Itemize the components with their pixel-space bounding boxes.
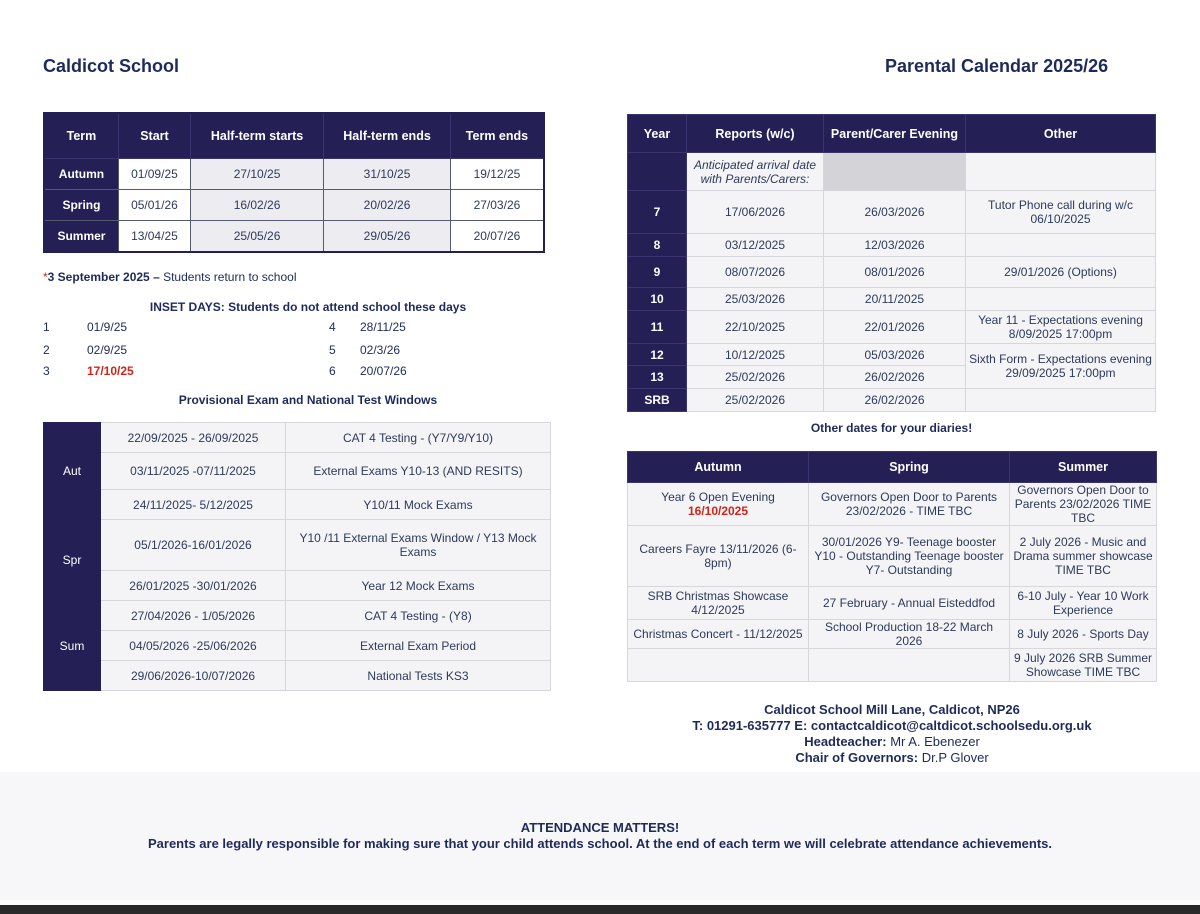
inset-date: 02/9/25 (87, 343, 128, 357)
evening-date: 26/02/2026 (824, 366, 966, 389)
table-row (44, 571, 551, 601)
col-term-ends: Term ends (450, 113, 544, 159)
address: Caldicot School Mill Lane, Caldicot, NP26 (764, 702, 1020, 717)
table-row (628, 389, 1156, 412)
half-term-end: 29/05/26 (324, 221, 451, 253)
autumn-event: Careers Fayre 13/11/2026 (6-8pm) (628, 526, 809, 587)
event-date: 16/10/2025 (687, 504, 749, 518)
exam-desc: CAT 4 Testing - (Y8) (286, 601, 551, 631)
spring-event: Governors Open Door to Parents 23/02/2026 - TIME TBC (809, 483, 1010, 526)
exam-desc: National Tests KS3 (286, 661, 551, 691)
term-name: Autumn (44, 159, 118, 190)
half-term-start: 16/02/26 (190, 190, 323, 221)
table-row (628, 257, 1156, 288)
other-info (966, 234, 1156, 257)
year-label (628, 153, 687, 191)
event-text: Year 6 Open Evening (661, 490, 775, 504)
school-name: Caldicot School (43, 56, 180, 76)
table-row (628, 587, 1157, 620)
return-text: Students return to school (159, 270, 297, 284)
empty-cell (966, 153, 1156, 191)
evening-date: 22/01/2026 (824, 311, 966, 344)
other-info: Tutor Phone call during w/c 06/10/2025 (966, 191, 1156, 234)
head-label: Headteacher: (804, 734, 887, 749)
exam-desc: Y10/11 Mock Exams (286, 490, 551, 520)
inset-date: 28/11/25 (360, 320, 406, 334)
inset-days-title: INSET DAYS: Students do not attend school these days (149, 300, 467, 314)
term-end: 19/12/25 (450, 159, 544, 190)
term-row-summer (44, 221, 544, 253)
other-info: Year 11 - Expectations evening 8/09/2025 17:00pm (966, 311, 1156, 344)
half-term-end: 31/10/25 (324, 159, 451, 190)
report-date: 03/12/2025 (687, 234, 824, 257)
term-end: 27/03/26 (450, 190, 544, 221)
summer-event: 6-10 July - Year 10 Work Experience (1010, 587, 1157, 620)
table-row (628, 649, 1157, 682)
table-row (44, 520, 551, 571)
year-label: SRB (628, 389, 687, 412)
inset-number: 4 (329, 320, 336, 334)
bottom-bar (0, 905, 1200, 914)
exam-desc: External Exams Y10-13 (AND RESITS) (286, 453, 551, 490)
year-label: 13 (628, 366, 687, 389)
evening-date: 20/11/2025 (824, 288, 966, 311)
year-label: 7 (628, 191, 687, 234)
spring-event (809, 649, 1010, 682)
inset-date: 20/07/26 (360, 364, 407, 378)
year-label: 11 (628, 311, 687, 344)
arrival-note: Anticipated arrival date with Parents/Carers: (687, 153, 824, 191)
exam-desc: Y10 /11 External Exams Window / Y13 Mock Exams (286, 520, 551, 571)
exam-windows-table (43, 422, 551, 691)
year-label: 8 (628, 234, 687, 257)
summer-event: Governors Open Door to Parents 23/02/2026 TIME TBC (1010, 483, 1157, 526)
table-row (628, 288, 1156, 311)
year-label: 12 (628, 344, 687, 366)
other-info: Sixth Form - Expectations evening 29/09/2025 17:00pm (966, 344, 1156, 389)
col-start: Start (118, 113, 190, 159)
col-evening: Parent/Carer Evening (824, 115, 966, 153)
autumn-event: SRB Christmas Showcase 4/12/2025 (628, 587, 809, 620)
half-term-start: 25/05/26 (190, 221, 323, 253)
table-row (44, 423, 551, 453)
table-row (44, 453, 551, 490)
spring-event: 27 February - Annual Eisteddfod (809, 587, 1010, 620)
head-name: Mr A. Ebenezer (886, 734, 980, 749)
year-label: 10 (628, 288, 687, 311)
other-info (966, 389, 1156, 412)
half-term-end: 20/02/26 (324, 190, 451, 221)
term-name: Spring (44, 190, 118, 221)
term-label: Sum (44, 601, 101, 691)
chair-name: Dr.P Glover (918, 750, 989, 765)
col-other: Other (966, 115, 1156, 153)
inset-date: 01/9/25 (87, 320, 128, 334)
table-row (628, 526, 1157, 587)
term-start: 13/04/25 (118, 221, 190, 253)
term-start: 01/09/25 (118, 159, 190, 190)
inset-date: 02/3/26 (360, 343, 401, 357)
exam-desc: External Exam Period (286, 631, 551, 661)
table-row (44, 631, 551, 661)
term-dates-table (43, 112, 545, 253)
term-label: Aut (44, 423, 101, 520)
col-summer: Summer (1010, 452, 1157, 483)
diary-dates-table (627, 451, 1157, 682)
inset-date: 17/10/25 (87, 364, 134, 378)
summer-event: 9 July 2026 SRB Summer Showcase TIME TBC (1010, 649, 1157, 682)
inset-number: 2 (43, 343, 50, 357)
spring-event: School Production 18-22 March 2026 (809, 620, 1010, 649)
term-start: 05/01/26 (118, 190, 190, 221)
col-autumn: Autumn (628, 452, 809, 483)
year-label: 9 (628, 257, 687, 288)
evening-date: 26/02/2026 (824, 389, 966, 412)
exam-dates: 29/06/2026-10/07/2026 (101, 661, 286, 691)
autumn-event: Christmas Concert - 11/12/2025 (628, 620, 809, 649)
half-term-start: 27/10/25 (190, 159, 323, 190)
report-date: 10/12/2025 (687, 344, 824, 366)
autumn-event (628, 649, 809, 682)
col-reports: Reports (w/c) (687, 115, 824, 153)
exam-windows-title: Provisional Exam and National Test Windows (178, 393, 438, 407)
col-half-term-starts: Half-term starts (190, 113, 323, 159)
col-term: Term (44, 113, 118, 159)
calendar-title: Parental Calendar 2025/26 (885, 56, 1109, 76)
chair-label: Chair of Governors: (795, 750, 919, 765)
spring-event: 30/01/2026 Y9- Teenage booster Y10 - Outstanding Teenage booster Y7- Outstanding (809, 526, 1010, 587)
col-half-term-ends: Half-term ends (324, 113, 451, 159)
exam-dates: 05/1/2026-16/01/2026 (101, 520, 286, 571)
attendance-text: Parents are legally responsible for making sure that your child attends school. At the end of each term we will celebrate attendance achievements. (147, 836, 1052, 851)
exam-dates: 26/01/2025 -30/01/2026 (101, 571, 286, 601)
table-row (628, 153, 1156, 191)
col-spring: Spring (809, 452, 1010, 483)
report-date: 25/02/2026 (687, 389, 824, 412)
return-note (43, 270, 297, 284)
term-label: Spr (44, 520, 101, 601)
col-year: Year (628, 115, 687, 153)
table-row (44, 601, 551, 631)
table-row (628, 344, 1156, 366)
return-date: 3 September 2025 – (47, 270, 160, 284)
table-row (628, 234, 1156, 257)
table-row (44, 661, 551, 691)
exam-dates: 22/09/2025 - 26/09/2025 (101, 423, 286, 453)
report-date: 25/03/2026 (687, 288, 824, 311)
evening-date: 26/03/2026 (824, 191, 966, 234)
exam-desc: Year 12 Mock Exams (286, 571, 551, 601)
inset-number: 3 (43, 364, 50, 378)
diaries-title: Other dates for your diaries! (810, 421, 973, 435)
attendance-title: ATTENDANCE MATTERS! (520, 820, 680, 835)
term-row-spring (44, 190, 544, 221)
table-row (44, 490, 551, 520)
exam-dates: 03/11/2025 -07/11/2025 (101, 453, 286, 490)
exam-dates: 04/05/2026 -25/06/2026 (101, 631, 286, 661)
report-date: 17/06/2026 (687, 191, 824, 234)
term-row-autumn (44, 159, 544, 190)
term-name: Summer (44, 221, 118, 253)
table-row (628, 311, 1156, 344)
evening-date: 05/03/2026 (824, 344, 966, 366)
autumn-event (628, 483, 809, 526)
term-end: 20/07/26 (450, 221, 544, 253)
table-row (628, 191, 1156, 234)
evening-date: 12/03/2026 (824, 234, 966, 257)
exam-dates: 24/11/2025- 5/12/2025 (101, 490, 286, 520)
other-info: 29/01/2026 (Options) (966, 257, 1156, 288)
year-events-table (627, 114, 1156, 412)
report-date: 22/10/2025 (687, 311, 824, 344)
table-row (628, 620, 1157, 649)
table-row (628, 483, 1157, 526)
report-date: 25/02/2026 (687, 366, 824, 389)
inset-number: 1 (43, 320, 50, 334)
asterisk: * (43, 270, 48, 284)
other-info (966, 288, 1156, 311)
summer-event: 8 July 2026 - Sports Day (1010, 620, 1157, 649)
contact-block (627, 702, 1157, 766)
inset-number: 6 (329, 364, 336, 378)
exam-dates: 27/04/2026 - 1/05/2026 (101, 601, 286, 631)
summer-event: 2 July 2026 - Music and Drama summer showcase TIME TBC (1010, 526, 1157, 587)
empty-cell (824, 153, 966, 191)
inset-number: 5 (329, 343, 336, 357)
phone-email: T: 01291-635777 E: contactcaldicot@caltdicot.schoolsedu.org.uk (692, 718, 1092, 733)
report-date: 08/07/2026 (687, 257, 824, 288)
exam-desc: CAT 4 Testing - (Y7/Y9/Y10) (286, 423, 551, 453)
evening-date: 08/01/2026 (824, 257, 966, 288)
